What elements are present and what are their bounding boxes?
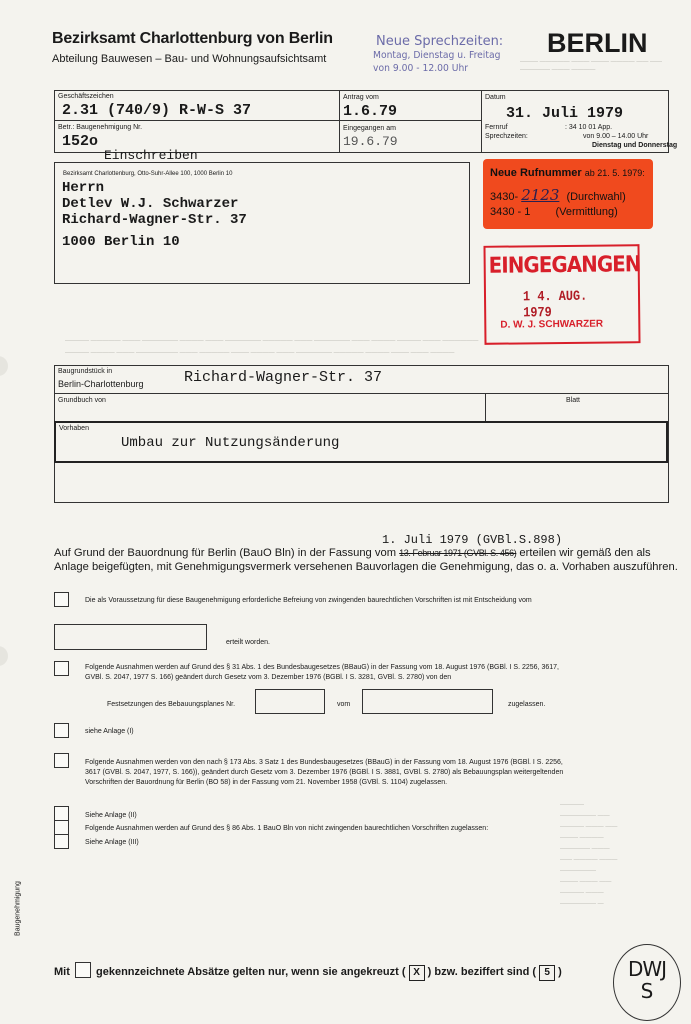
department-line: Abteilung Bauwesen – Bau- und Wohnungsaufsichtsamt (52, 53, 327, 65)
stamp-line-3: von 9.00 - 12.00 Uhr (373, 63, 469, 74)
section-173-line2: 3617 (GVBl. S. 2047, 1977, S. 166)), geändert durch Gesetz vom 3. Dezember 1976 (BGBl. I S. 3881, GVBl. S. 2780) als Bebauungsplan weitergeltenden (85, 769, 564, 776)
checkbox-ausnahmen-86[interactable] (54, 820, 69, 835)
stamp-line-2: Montag, Dienstag u. Freitag (373, 50, 501, 61)
blatt-label: Blatt (566, 397, 581, 404)
section-anlage-1: siehe Anlage (I) (85, 728, 134, 735)
grundbuch-label: Grundbuch von (58, 397, 106, 404)
section-31-line2: GVBl. S. 2047, 1977 S. 166) geändert durch Gesetz vom 3. Dezember 1976 (BGBl. I S. 3281, GVBl. S. 2780) von den (85, 674, 452, 681)
section-anlage-2: Siehe Anlage (II) (85, 812, 137, 819)
sprechzeiten-value: von 9.00 – 14.00 Uhr (583, 133, 649, 140)
show-through-text: ——— ————— ——— ——— ———— —— —— ————— ——— ———— (520, 59, 663, 73)
section-31-line1: Folgende Ausnahmen werden auf Grund des § 31 Abs. 1 des Bundesbaugesetzes (BBauG) in der Fassung vom 18. August 1976 (BGBl. I S. 2256, 3617, (85, 664, 559, 671)
address-line-4: 1000 Berlin 10 (62, 234, 180, 250)
approval-label: Betr.: Baugenehmigung Nr. (58, 124, 143, 131)
received-stamp (483, 244, 640, 345)
section-befreiung-end: erteilt worden. (226, 639, 270, 646)
show-through-lines: ———— ————— ——— —————— ———— ——— —————— ————— ——— —————— ——— ———— ———— ——— —————— ———— ———— ——— ——————— ——— ————— ——— ———— ——— —————— ————— ———— ——— ——— ———— (65, 338, 479, 356)
handwritten-extension: 2123 (521, 186, 560, 204)
stamp-line-1: Neue Sprechzeiten: (376, 34, 504, 49)
eingegangen-date: 19.6.79 (343, 134, 398, 149)
legal-line-2: Anlage beigefügten, mit Genehmigungsvermerk versehenen Bauvorlagen die Genehmigung, das o. a. Vorhaben auszuführen. (54, 561, 678, 573)
eingegangen-label: Eingegangen am (343, 125, 396, 132)
checkbox-ausnahmen-173[interactable] (54, 753, 69, 768)
office-hours-stamp (373, 34, 512, 75)
approval-number: 152o (62, 133, 99, 150)
footer-empty-checkbox (75, 962, 91, 978)
plot-address: Richard-Wagner-Str. 37 (184, 369, 383, 386)
bebauungsplan-date-field[interactable] (362, 689, 493, 714)
section-173-line3: Vorschriften der Bauordnung für Berlin (BO 58) in der Fassung vom 21. November 1958 (GVBl. S. 1104) zugelassen. (85, 779, 448, 786)
gz-label: Geschäftszeichen (58, 93, 114, 100)
struck-law-date: 13. Februar 1971 (GVBl. S. 456) (399, 548, 517, 558)
address-line-2: Detlev W.J. Schwarzer (62, 196, 239, 212)
recipient-address (62, 180, 247, 250)
bebauungsplan-number-field[interactable] (255, 689, 325, 714)
sender-line: Bezirksamt Charlottenburg, Otto-Suhr-Allee 100, 1000 Berlin 10 (63, 171, 233, 177)
monogram-line-1: DWJ (627, 957, 667, 981)
legal-part-2: erteilen wir gemäß den als (519, 547, 651, 559)
section-86: Folgende Ausnahmen werden auf Grund des § 86 Abs. 1 BauO Bln von nicht zwingenden baurechtlichen Vorschriften zugelassen: (85, 825, 489, 832)
footer-part-2: gekennzeichnete Absätze gelten nur, wenn sie angekreuzt ( (96, 966, 406, 978)
address-line-3: Richard-Wagner-Str. 37 (62, 212, 247, 228)
city-name: BERLIN (547, 28, 648, 58)
sticker-prefix-1: 3430- (490, 191, 519, 203)
sticker-prefix-2: 3430 - 1 (490, 206, 531, 218)
received-date: 1 4. AUG. 1979 (522, 288, 588, 322)
fernruf-label: Fernruf (485, 124, 508, 131)
punch-hole-top (0, 356, 8, 376)
monogram-seal (613, 944, 681, 1021)
monogram-line-2: S (640, 979, 654, 1003)
footer-part-4: ) (558, 966, 562, 978)
received-name: D. W. J. SCHWARZER (500, 318, 604, 331)
plot-label: Baugrundstück in (58, 368, 113, 375)
sticker-label-2: (Vermittlung) (555, 206, 618, 218)
footer-legend (54, 959, 562, 981)
vorhaben-label: Vorhaben (59, 425, 89, 432)
festsetzungen-label: Festsetzungen des Bebauungsplanes Nr. (107, 701, 236, 708)
letter-date: 31. Juli 1979 (506, 105, 624, 122)
sprechzeiten-label: Sprechzeiten: (485, 133, 528, 140)
befreiung-date-field[interactable] (54, 624, 207, 650)
checkbox-anlage-1[interactable] (54, 723, 69, 738)
checkbox-anlage-2[interactable] (54, 806, 69, 821)
section-befreiung-text: Die als Voraussetzung für diese Baugenehmigung erforderliche Befreiung von zwingenden baurechtlichen Vorschriften ist mit Entscheidung vom (85, 597, 532, 604)
legal-paragraph (54, 546, 678, 574)
vorhaben-value: Umbau zur Nutzungsänderung (121, 435, 340, 451)
checkbox-anlage-3[interactable] (54, 834, 69, 849)
legal-part-1: Auf Grund der Bauordnung für Berlin (BauO Bln) in der Fassung vom (54, 547, 397, 559)
sticker-title: Neue Rufnummer (490, 167, 582, 179)
gz-value: 2.31 (740/9) R-W-S 37 (62, 102, 252, 119)
sticker-since: ab 21. 5. 1979: (584, 168, 645, 178)
typed-law-date: 1. Juli 1979 (GVBl.S.898) (382, 533, 563, 547)
footer-part-1: Mit (54, 966, 70, 978)
fernruf-value: : 34 10 01 App. (565, 124, 613, 131)
phone-number-sticker (483, 159, 653, 229)
punch-hole-bottom (0, 646, 8, 666)
footer-numbered-box: 5 (539, 965, 555, 981)
antrag-date: 1.6.79 (343, 103, 398, 120)
zugelassen-label: zugelassen. (508, 701, 546, 708)
address-line-1: Herrn (62, 180, 105, 196)
datum-label: Datum (485, 94, 506, 101)
vom-label: vom (337, 701, 351, 708)
checkbox-ausnahmen-31[interactable] (54, 661, 69, 676)
checkbox-befreiung[interactable] (54, 592, 69, 607)
antrag-label: Antrag vom (343, 94, 379, 101)
footer-crossed-box: X (409, 965, 425, 981)
section-anlage-3: Siehe Anlage (III) (85, 839, 139, 846)
section-173-line1: Folgende Ausnahmen werden von den nach § 173 Abs. 3 Satz 1 des Bundesbaugesetzes (BBauG) in der Fassung vom 18. August 1976 (BGBl. I S. 2256, (85, 759, 563, 766)
sprechzeiten-days: Dienstag und Donnerstag (592, 142, 678, 149)
authority-title: Bezirksamt Charlottenburg von Berlin (52, 30, 333, 47)
plot-location: Berlin-Charlottenburg (58, 379, 144, 389)
show-through-right: ———— —————— —— ———— ——— —— ——— ———— ————— ——— —— ———— ——— —————— ——— ——— —— ———— ——— —————— — (560, 802, 618, 907)
sticker-label-1: (Durchwahl) (566, 191, 626, 203)
footer-part-3: ) bzw. beziffert sind ( (427, 966, 537, 978)
mail-type: Einschreiben (104, 148, 198, 163)
received-title: EINGEGANGEN (488, 252, 641, 279)
side-label: Baugenehmigung (14, 881, 22, 936)
